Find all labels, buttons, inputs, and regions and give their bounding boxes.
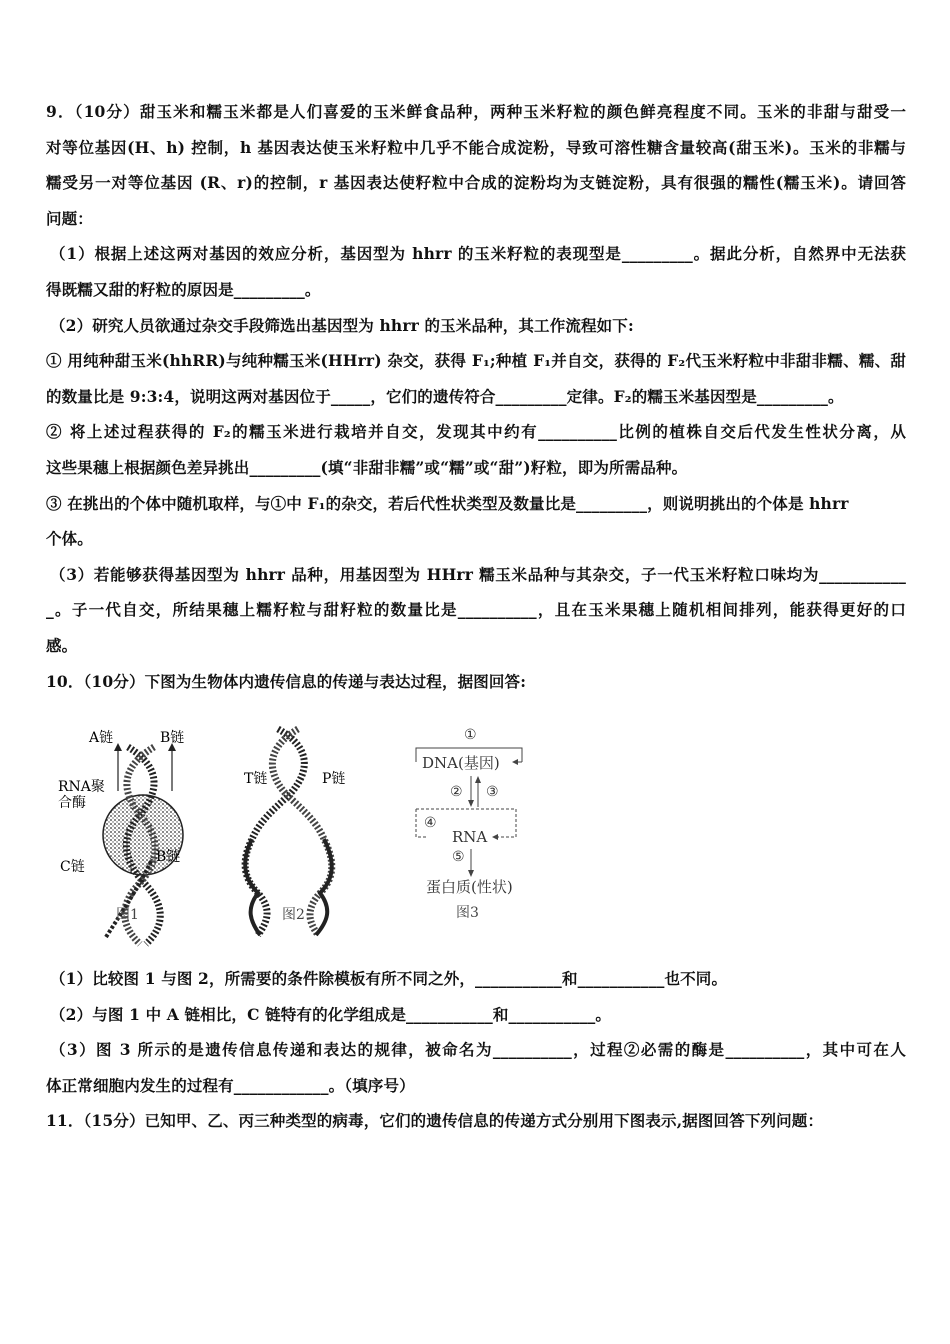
question-9 — [46, 94, 906, 664]
figure-3 — [416, 727, 522, 921]
q9-line: 个体。 — [46, 529, 93, 549]
arrow-head — [475, 776, 481, 783]
fig1-b-chain-label-top: B链 — [160, 730, 185, 747]
page-content — [46, 94, 906, 1139]
p-chain-daughter — [316, 839, 332, 935]
fig3-label-4: ④ — [424, 815, 437, 832]
fig2-caption: 图2 — [282, 907, 305, 924]
q9-line: ② 将上述过程获得的 F₂的糯玉米进行栽培并自交，发现其中约有__________比例的植株自交后代发生性状分离，从 — [46, 422, 906, 442]
q9-line: 9．（10分）甜玉米和糯玉米都是人们喜爱的玉米鲜食品种，两种玉米籽粒的颜色鲜亮程度不同。玉米的非甜与甜受一 — [46, 102, 906, 121]
fig1-caption: 图1 — [116, 907, 139, 924]
q10-line: （2）与图 1 中 A 链相比，C 链特有的化学组成是___________和___________。 — [50, 1004, 612, 1024]
fig1-a-chain-label: A链 — [89, 730, 114, 747]
q10-line: 体正常细胞内发生的过程有____________。（填序号） — [46, 1075, 415, 1095]
q9-line: 的数量比是 9:3:4，说明这两对基因位于_____，它们的遗传符合_________定律。F₂的糯玉米基因型是_________。 — [46, 386, 844, 406]
fig1-b-chain-label-bottom: B链 — [156, 849, 181, 866]
q9-line: ③ 在挑出的个体中随机取样，与①中 F₁的杂交，若后代性状类型及数量比是_________，则说明挑出的个体是 hhrr — [46, 493, 849, 513]
figure-1 — [58, 730, 184, 944]
question-11 — [46, 1103, 906, 1139]
q9-line: 感。 — [46, 635, 78, 655]
fig3-rna-label: RNA — [452, 828, 488, 847]
q9-line: 糯受另一对等位基因 (R、r)的控制，r 基因表达使籽粒中合成的淀粉均为支链淀粉，具有很强的糯性(糯玉米)。请回答 — [46, 173, 906, 193]
q9-line: 得既糯又甜的籽粒的原因是_________。 — [46, 279, 321, 299]
fig3-dna-label: DNA(基因) — [422, 754, 500, 773]
fig3-label-3: ③ — [486, 784, 499, 801]
arrow-head — [468, 870, 474, 877]
q10-line: （1）比较图 1 与图 2，所需要的条件除模板有所不同之外，___________和___________也不同。 — [50, 969, 728, 989]
q9-line: ① 用纯种甜玉米(hhRR)与纯种糯玉米(HHrr) 杂交，获得 F₁;种植 F₁并自交，获得的 F₂代玉米籽粒中非甜非糯、糯、甜 — [46, 351, 906, 371]
arrow-head — [512, 759, 518, 765]
t-chain-daughter — [245, 839, 260, 935]
figure-2 — [244, 729, 345, 935]
q9-line: 问题： — [46, 208, 93, 228]
arrow-head — [492, 834, 498, 840]
question-10 — [46, 664, 906, 1104]
fig1-rna-polymerase-label-1: RNA聚 — [58, 779, 105, 796]
q9-line: 对等位基因(H、h) 控制，h 基因表达使玉米籽粒中几乎不能合成淀粉，导致可溶性糖含量较高(甜玉米)。玉米的非糯与 — [46, 137, 906, 157]
fig3-label-5: ⑤ — [452, 849, 465, 866]
q9-line: （2）研究人员欲通过杂交手段筛选出基因型为 hhrr 的玉米品种，其工作流程如下: — [50, 315, 634, 335]
fig1-c-chain-label: C链 — [60, 859, 85, 876]
arrow-head — [468, 800, 474, 807]
q9-line: 这些果穗上根据颜色差异挑出_________(填“非甜非糯”或“糯”或“甜”)籽粒，即为所需品种。 — [46, 457, 688, 477]
fig2-p-chain-label: P链 — [322, 771, 346, 788]
fig3-caption: 图3 — [456, 905, 479, 922]
figure-group — [46, 699, 906, 961]
q10-figures — [46, 699, 906, 961]
arrow-head — [114, 743, 122, 751]
q10-line: （3）图 3 所示的是遗传信息传递和表达的规律，被命名为__________，过程②必需的酶是__________，其中可在人 — [50, 1040, 906, 1060]
fig2-t-chain-label: T链 — [244, 771, 268, 788]
q9-line: （3）若能够获得基因型为 hhrr 品种，用基因型为 HHrr 糯玉米品种与其杂交，子一代玉米籽粒口味均为___________ — [50, 564, 906, 584]
q9-line: （1）根据上述这两对基因的效应分析，基因型为 hhrr 的玉米籽粒的表现型是_________。据此分析，自然界中无法获 — [50, 244, 906, 264]
fig3-protein-label: 蛋白质(性状) — [426, 878, 513, 897]
fig3-label-1: ① — [464, 727, 477, 744]
q10-stem: 10．（10分）下图为生物体内遗传信息的传递与表达过程，据图回答: — [46, 671, 527, 691]
fig1-rna-polymerase-label-2: 合酶 — [58, 795, 86, 812]
q11-stem: 11．（15分）已知甲、乙、丙三种类型的病毒，它们的遗传信息的传递方式分别用下图表示,据图回答下列问题： — [46, 1111, 824, 1131]
q9-line: _。子一代自交，所结果穗上糯籽粒与甜籽粒的数量比是__________，且在玉米果穗上随机相间排列，能获得更好的口 — [46, 600, 906, 620]
fig3-label-2: ② — [450, 784, 463, 801]
